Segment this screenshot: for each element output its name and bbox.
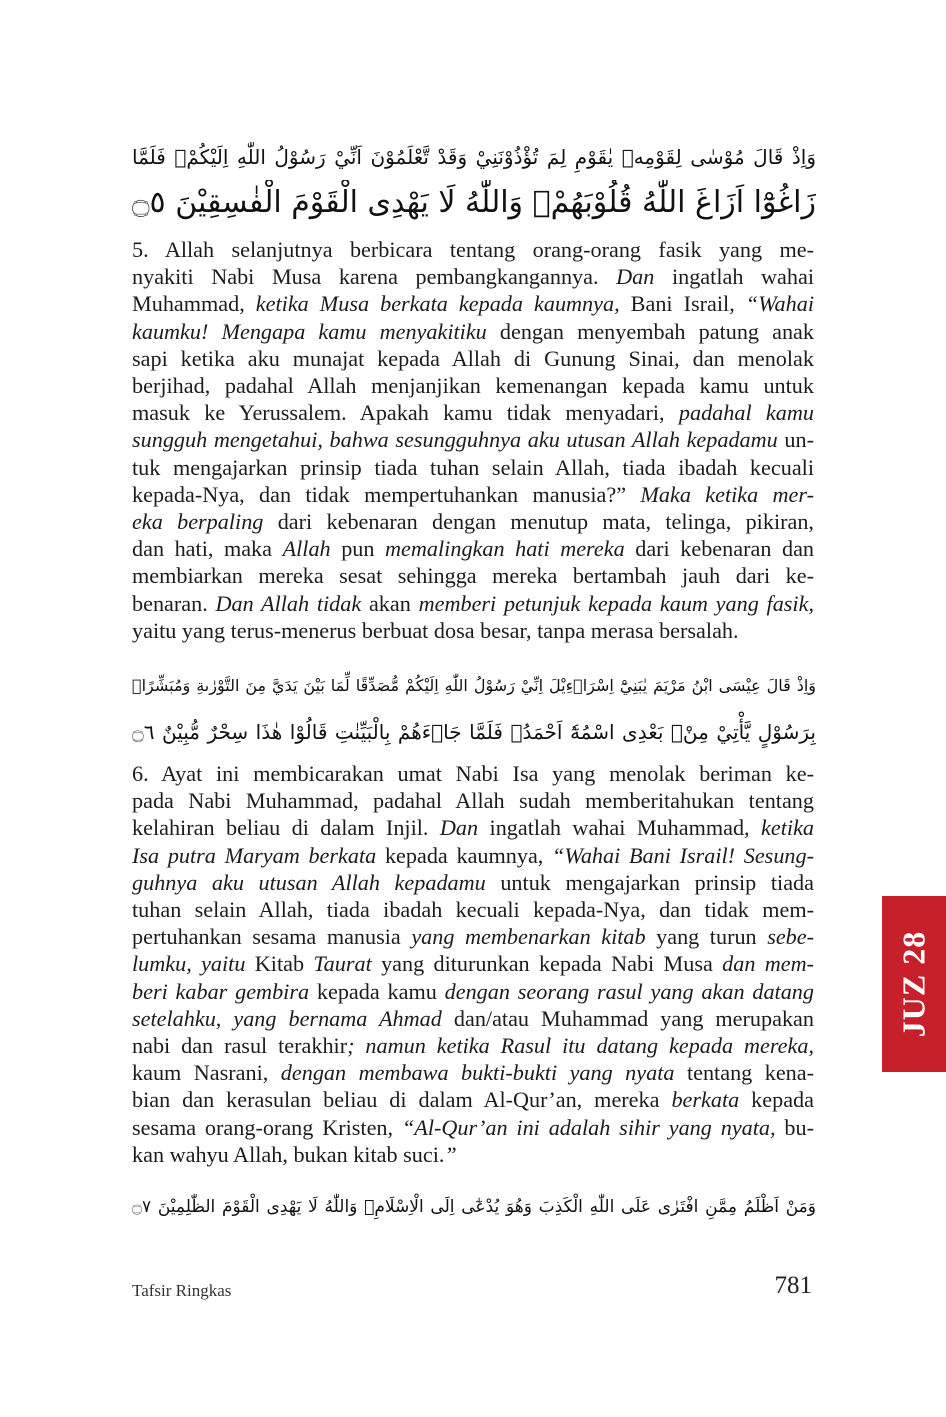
text-segment: sesama orang-orang Kristen, (132, 1114, 402, 1140)
text-segment: dari kebenaran dengan menutup mata, telinga, pikiran, (263, 509, 814, 535)
italic-segment: Maka ketika mer- (640, 481, 814, 507)
text-line (132, 1141, 814, 1168)
text-segment: un- (777, 427, 815, 453)
text-segment: tuk mengajarkan prinsip tiada tuhan selain Allah, tiada ibadah kecuali (132, 454, 814, 480)
text-segment: ingatlah wahai Muhammad, (478, 815, 762, 841)
text-line (132, 508, 814, 535)
italic-segment: setelahku, yang bernama Ahmad (132, 1005, 442, 1031)
text-line (132, 454, 814, 481)
italic-segment: dengan seorang rasul yang akan datang (444, 978, 814, 1004)
text-line (132, 290, 814, 317)
text-segment: nabi dan rasul terakhir (132, 1033, 348, 1059)
text-segment: akan (361, 590, 419, 616)
text-line (132, 1059, 814, 1086)
italic-segment: “Wahai (745, 291, 814, 317)
italic-segment: dan mem- (722, 951, 815, 977)
verse-6-arabic (132, 663, 816, 755)
arabic-line: وَاِذْ قَالَ عِيْسَى ابْنُ مَرْيَمَ يٰبَنِيْٓ اِسْرَاۤءِيْلَ اِنِّيْ رَسُوْلُ اللّٰهِ اِلَيْكُمْ مُّصَدِّقًا لِّمَا بَيْنَ يَدَيَّ مِنَ التَّوْرٰىةِ وَمُبَشِّرًاۢ (132, 676, 816, 695)
text-segment: 5. Allah selanjutnya berbicara tentang orang-orang fasik yang me- (132, 237, 814, 262)
italic-segment: Dan (439, 815, 479, 841)
italic-segment: memalingkan hati mereka (385, 536, 625, 562)
italic-segment: dengan membawa bukti-bukti yang nyata (280, 1060, 675, 1086)
text-segment: Bani Israil, (619, 291, 746, 317)
text-line (132, 842, 814, 869)
text-line (132, 1032, 814, 1059)
text-segment: yaitu yang terus-menerus berbuat dosa besar, tanpa merasa bersalah. (132, 617, 739, 643)
arabic-line: بِرَسُوْلٍ يَّأْتِيْ مِنْۢ بَعْدِى اسْمُهٗٓ اَحْمَدُۗ فَلَمَّا جَاۤءَهُمْ بِالْبَيِّنٰتِ قَالُوْا هٰذَا سِحْرٌ مُّبِيْنٌ ۝٦ (132, 720, 816, 744)
text-segment: dan hati, maka (132, 536, 283, 562)
text-segment: Muhammad, (132, 291, 256, 317)
tafsir-paragraph-5 (132, 236, 814, 644)
text-segment: sapi ketika aku munajat kepada Allah di Gunung Sinai, dan menolak (132, 345, 814, 371)
italic-segment: yang membenarkan kitab (411, 924, 646, 950)
juz-label: JUZ 28 (895, 930, 932, 1038)
text-segment: kepada (739, 1087, 815, 1113)
italic-segment: lumku, yaitu (132, 951, 246, 977)
italic-segment: Isa putra Maryam berkata (132, 842, 377, 868)
italic-segment: ini adalah sihir yang nyata, (516, 1114, 776, 1140)
text-segment: dengan menyembah patung anak (486, 318, 815, 344)
text-segment: yang turun (645, 924, 768, 950)
italic-segment: memberi petunjuk kepada kaum yang fasik, (418, 590, 814, 616)
text-line (132, 562, 814, 589)
text-segment: dan/atau Muhammad yang merupakan (441, 1005, 814, 1031)
italic-segment: guhnya aku utusan Allah kepadamu (132, 869, 486, 895)
arabic-line: وَمَنْ اَظْلَمُ مِمَّنِ افْتَرٰى عَلَى اللّٰهِ الْكَذِبَ وَهُوَ يُدْعٰٓى اِلَى الْاِسْلَامِۗ وَاللّٰهُ لَا يَهْدِى الْقَوْمَ الظّٰلِمِيْنَ ۝٧ (132, 1197, 816, 1217)
text-line (132, 236, 814, 263)
italic-segment: berkata (671, 1087, 740, 1113)
text-segment: untuk mengajarkan prinsip tiada (485, 869, 814, 895)
italic-segment: ” (444, 1141, 457, 1167)
text-segment: nyakiti Nabi Musa karena pembangkangannya. (132, 264, 617, 290)
text-segment: bian dan kerasulan beliau di dalam Al-Qur’an, mereka (132, 1087, 672, 1113)
text-line (132, 923, 814, 950)
text-segment: pertuhankan sesama manusia (132, 924, 412, 950)
arabic-line: زَاغُوْٓا اَزَاغَ اللّٰهُ قُلُوْبَهُمْۗ وَاللّٰهُ لَا يَهْدِى الْقَوْمَ الْفٰسِقِيْنَ ۝٥ (132, 185, 816, 220)
text-line (132, 345, 814, 372)
juz-tab (882, 896, 946, 1072)
tafsir-paragraph-6 (132, 760, 814, 1168)
text-segment: kepada kaumnya, (376, 842, 553, 868)
italic-segment: kaumku! Mengapa kamu menyakitiku (132, 318, 487, 344)
text-line (132, 590, 814, 617)
text-segment: ingatlah wahai (654, 264, 814, 290)
verse-7-arabic (132, 1184, 816, 1230)
italic-segment: ; namun ketika Rasul itu datang kepada mereka, (347, 1033, 815, 1059)
text-line (132, 399, 814, 426)
text-segment: benaran. (132, 590, 216, 616)
text-line (132, 372, 814, 399)
text-segment: berjihad, padahal Allah menjanjikan kemenangan kepada kamu untuk (132, 373, 814, 399)
italic-segment: ketika Musa berkata kepada kaumnya, (255, 291, 620, 317)
text-segment: masuk ke Yerussalem. Apakah kamu tidak menyadari, (132, 400, 679, 426)
text-line (132, 481, 814, 508)
text-segment: pada Nabi Muhammad, padahal Allah sudah memberitahukan tentang (132, 788, 814, 814)
text-segment: membiarkan mereka sesat sehingga mereka bertambah jauh dari ke- (132, 563, 814, 589)
text-line (132, 760, 814, 787)
text-line (132, 318, 814, 345)
text-segment: Kitab (245, 951, 314, 977)
italic-segment: beri kabar gembira (132, 978, 310, 1004)
text-segment: kan wahyu Allah, bukan kitab suci. (132, 1141, 445, 1167)
text-segment: 6. Ayat ini membicarakan umat Nabi Isa yang menolak beriman ke- (132, 761, 814, 786)
text-line (132, 617, 814, 644)
italic-segment: Allah (282, 536, 331, 562)
italic-segment: sungguh mengetahui, bahwa sesungguhnya aku utusan Allah kepadamu (132, 427, 778, 453)
text-line (132, 950, 814, 977)
text-line (132, 1114, 814, 1141)
italic-segment: “Al-Qur’an (401, 1114, 508, 1140)
text-line (132, 1086, 814, 1113)
italic-segment: eka berpaling (132, 509, 264, 535)
text-line (132, 787, 814, 814)
italic-segment: “Wahai Bani Israil! Sesung- (552, 842, 814, 868)
text-line (132, 896, 814, 923)
italic-segment: padahal kamu (678, 400, 814, 426)
italic-segment: sebe- (767, 924, 815, 950)
text-line (132, 263, 814, 290)
book-title: Tafsir Ringkas (132, 1281, 232, 1300)
text-segment: tentang kena- (674, 1060, 814, 1086)
text-segment: kelahiran beliau di dalam Injil. (132, 815, 440, 841)
text-segment: kaum Nasrani, (132, 1060, 281, 1086)
text-line (132, 426, 814, 453)
text-segment: yang diturunkan kepada Nabi Musa (371, 951, 723, 977)
italic-segment: Taurat (313, 951, 372, 977)
page-number: 781 (774, 1272, 812, 1299)
verse-5-arabic (132, 134, 816, 226)
text-segment: pun (330, 536, 386, 562)
text-segment: bu- (775, 1114, 814, 1140)
text-segment: dari kebenaran dan (624, 536, 815, 562)
text-line (132, 869, 814, 896)
text-line (132, 814, 814, 841)
text-segment: tuhan selain Allah, tiada ibadah kecuali kepada-Nya, dan tidak mem- (132, 897, 814, 923)
italic-segment: Dan (616, 264, 655, 290)
text-line (132, 1005, 814, 1032)
arabic-line: وَاِذْ قَالَ مُوْسٰى لِقَوْمِهٖ يٰقَوْمِ لِمَ تُؤْذُوْنَنِيْ وَقَدْ تَّعْلَمُوْنَ اَنِّيْ رَسُوْلُ اللّٰهِ اِلَيْكُمْۗ فَلَمَّا (132, 145, 816, 169)
italic-segment: ketika (761, 815, 815, 841)
text-segment: kepada kamu (309, 978, 445, 1004)
text-line (132, 978, 814, 1005)
italic-segment: Dan Allah tidak (215, 590, 362, 616)
text-segment: kepada-Nya, dan tidak mempertuhankan manusia?” (132, 481, 641, 507)
text-line (132, 535, 814, 562)
